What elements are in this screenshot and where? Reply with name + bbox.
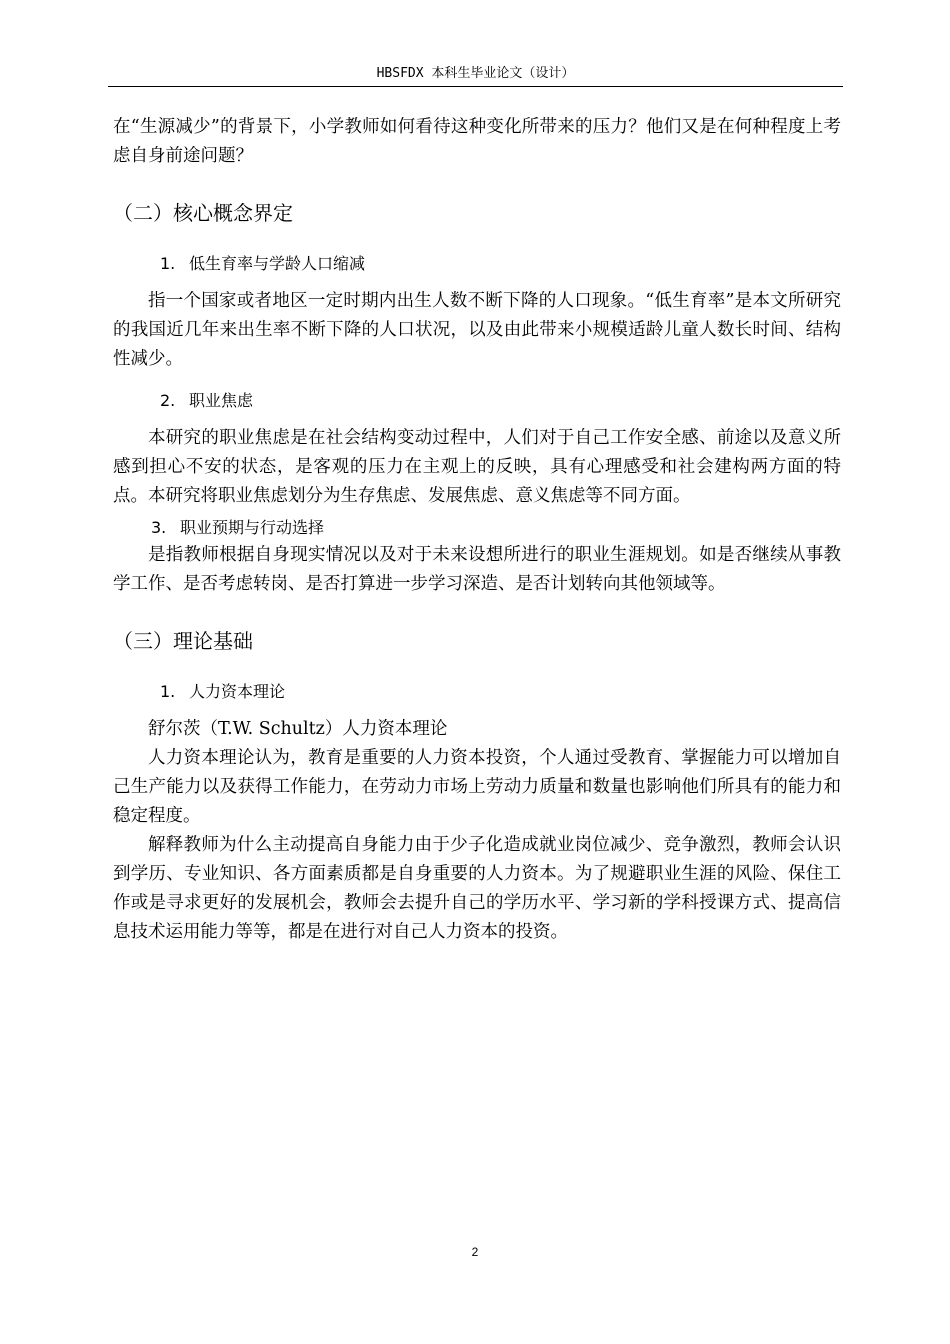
section-heading-2: （二）核心概念界定 xyxy=(113,201,293,225)
section-heading-3: （三）理论基础 xyxy=(113,629,253,653)
subsection-number: 2. xyxy=(160,391,176,410)
page-header: HBSFDX 本科生毕业论文（设计） xyxy=(108,62,843,87)
subsection-number: 1. xyxy=(160,254,176,273)
theory-subtitle: 舒尔茨（T.W. Schultz）人力资本理论 xyxy=(148,719,448,739)
subsection-title: 低生育率与学龄人口缩减 xyxy=(189,254,366,273)
subsection-number: 3. xyxy=(151,518,167,537)
intro-paragraph: 在“生源减少”的背景下，小学教师如何看待这种变化所带来的压力？他们又是在何种程度上考虑自身前途问题？ xyxy=(113,117,841,166)
paragraph-low-fertility: 指一个国家或者地区一定时期内出生人数不断下降的人口现象。“低生育率”是本文所研究的我国近几年来出生率不断下降的人口状况，以及由此带来小规模适龄儿童人数长时间、结构性减少。 xyxy=(113,291,841,369)
subsection-heading-3 xyxy=(113,515,841,541)
paragraph-career-expectation: 是指教师根据自身现实情况以及对于未来设想所进行的职业生涯规划。如是否继续从事教学工作、是否考虑转岗、是否打算进一步学习深造、是否计划转向其他领域等。 xyxy=(113,545,841,594)
subsection-heading-human-capital xyxy=(113,679,841,705)
paragraph-human-capital-1: 人力资本理论认为，教育是重要的人力资本投资，个人通过受教育、掌握能力可以增加自己生产能力以及获得工作能力，在劳动力市场上劳动力质量和数量也影响他们所具有的能力和稳定程度。 xyxy=(113,748,841,826)
page-content xyxy=(113,113,841,947)
page-number: 2 xyxy=(471,1245,479,1259)
subsection-heading-1 xyxy=(113,251,841,277)
subsection-heading-2 xyxy=(113,388,841,414)
subsection-title: 职业预期与行动选择 xyxy=(180,518,325,537)
paragraph-career-anxiety: 本研究的职业焦虑是在社会结构变动过程中，人们对于自己工作安全感、前途以及意义所感到担心不安的状态，是客观的压力在主观上的反映，具有心理感受和社会建构两方面的特点。本研究将职业焦虑划分为生存焦虑、发展焦虑、意义焦虑等不同方面。 xyxy=(113,428,841,506)
paragraph-human-capital-2: 解释教师为什么主动提高自身能力由于少子化造成就业岗位减少、竞争激烈，教师会认识到学历、专业知识、各方面素质都是自身重要的人力资本。为了规避职业生涯的风险、保住工作或是寻求更好的发展机会，教师会去提升自己的学历水平、学习新的学科授课方式、提高信息技术运用能力等等，都是在进行对自己人力资本的投资。 xyxy=(113,835,841,942)
subsection-number: 1. xyxy=(160,682,176,701)
subsection-title: 职业焦虑 xyxy=(189,391,254,410)
subsection-title: 人力资本理论 xyxy=(189,682,286,701)
